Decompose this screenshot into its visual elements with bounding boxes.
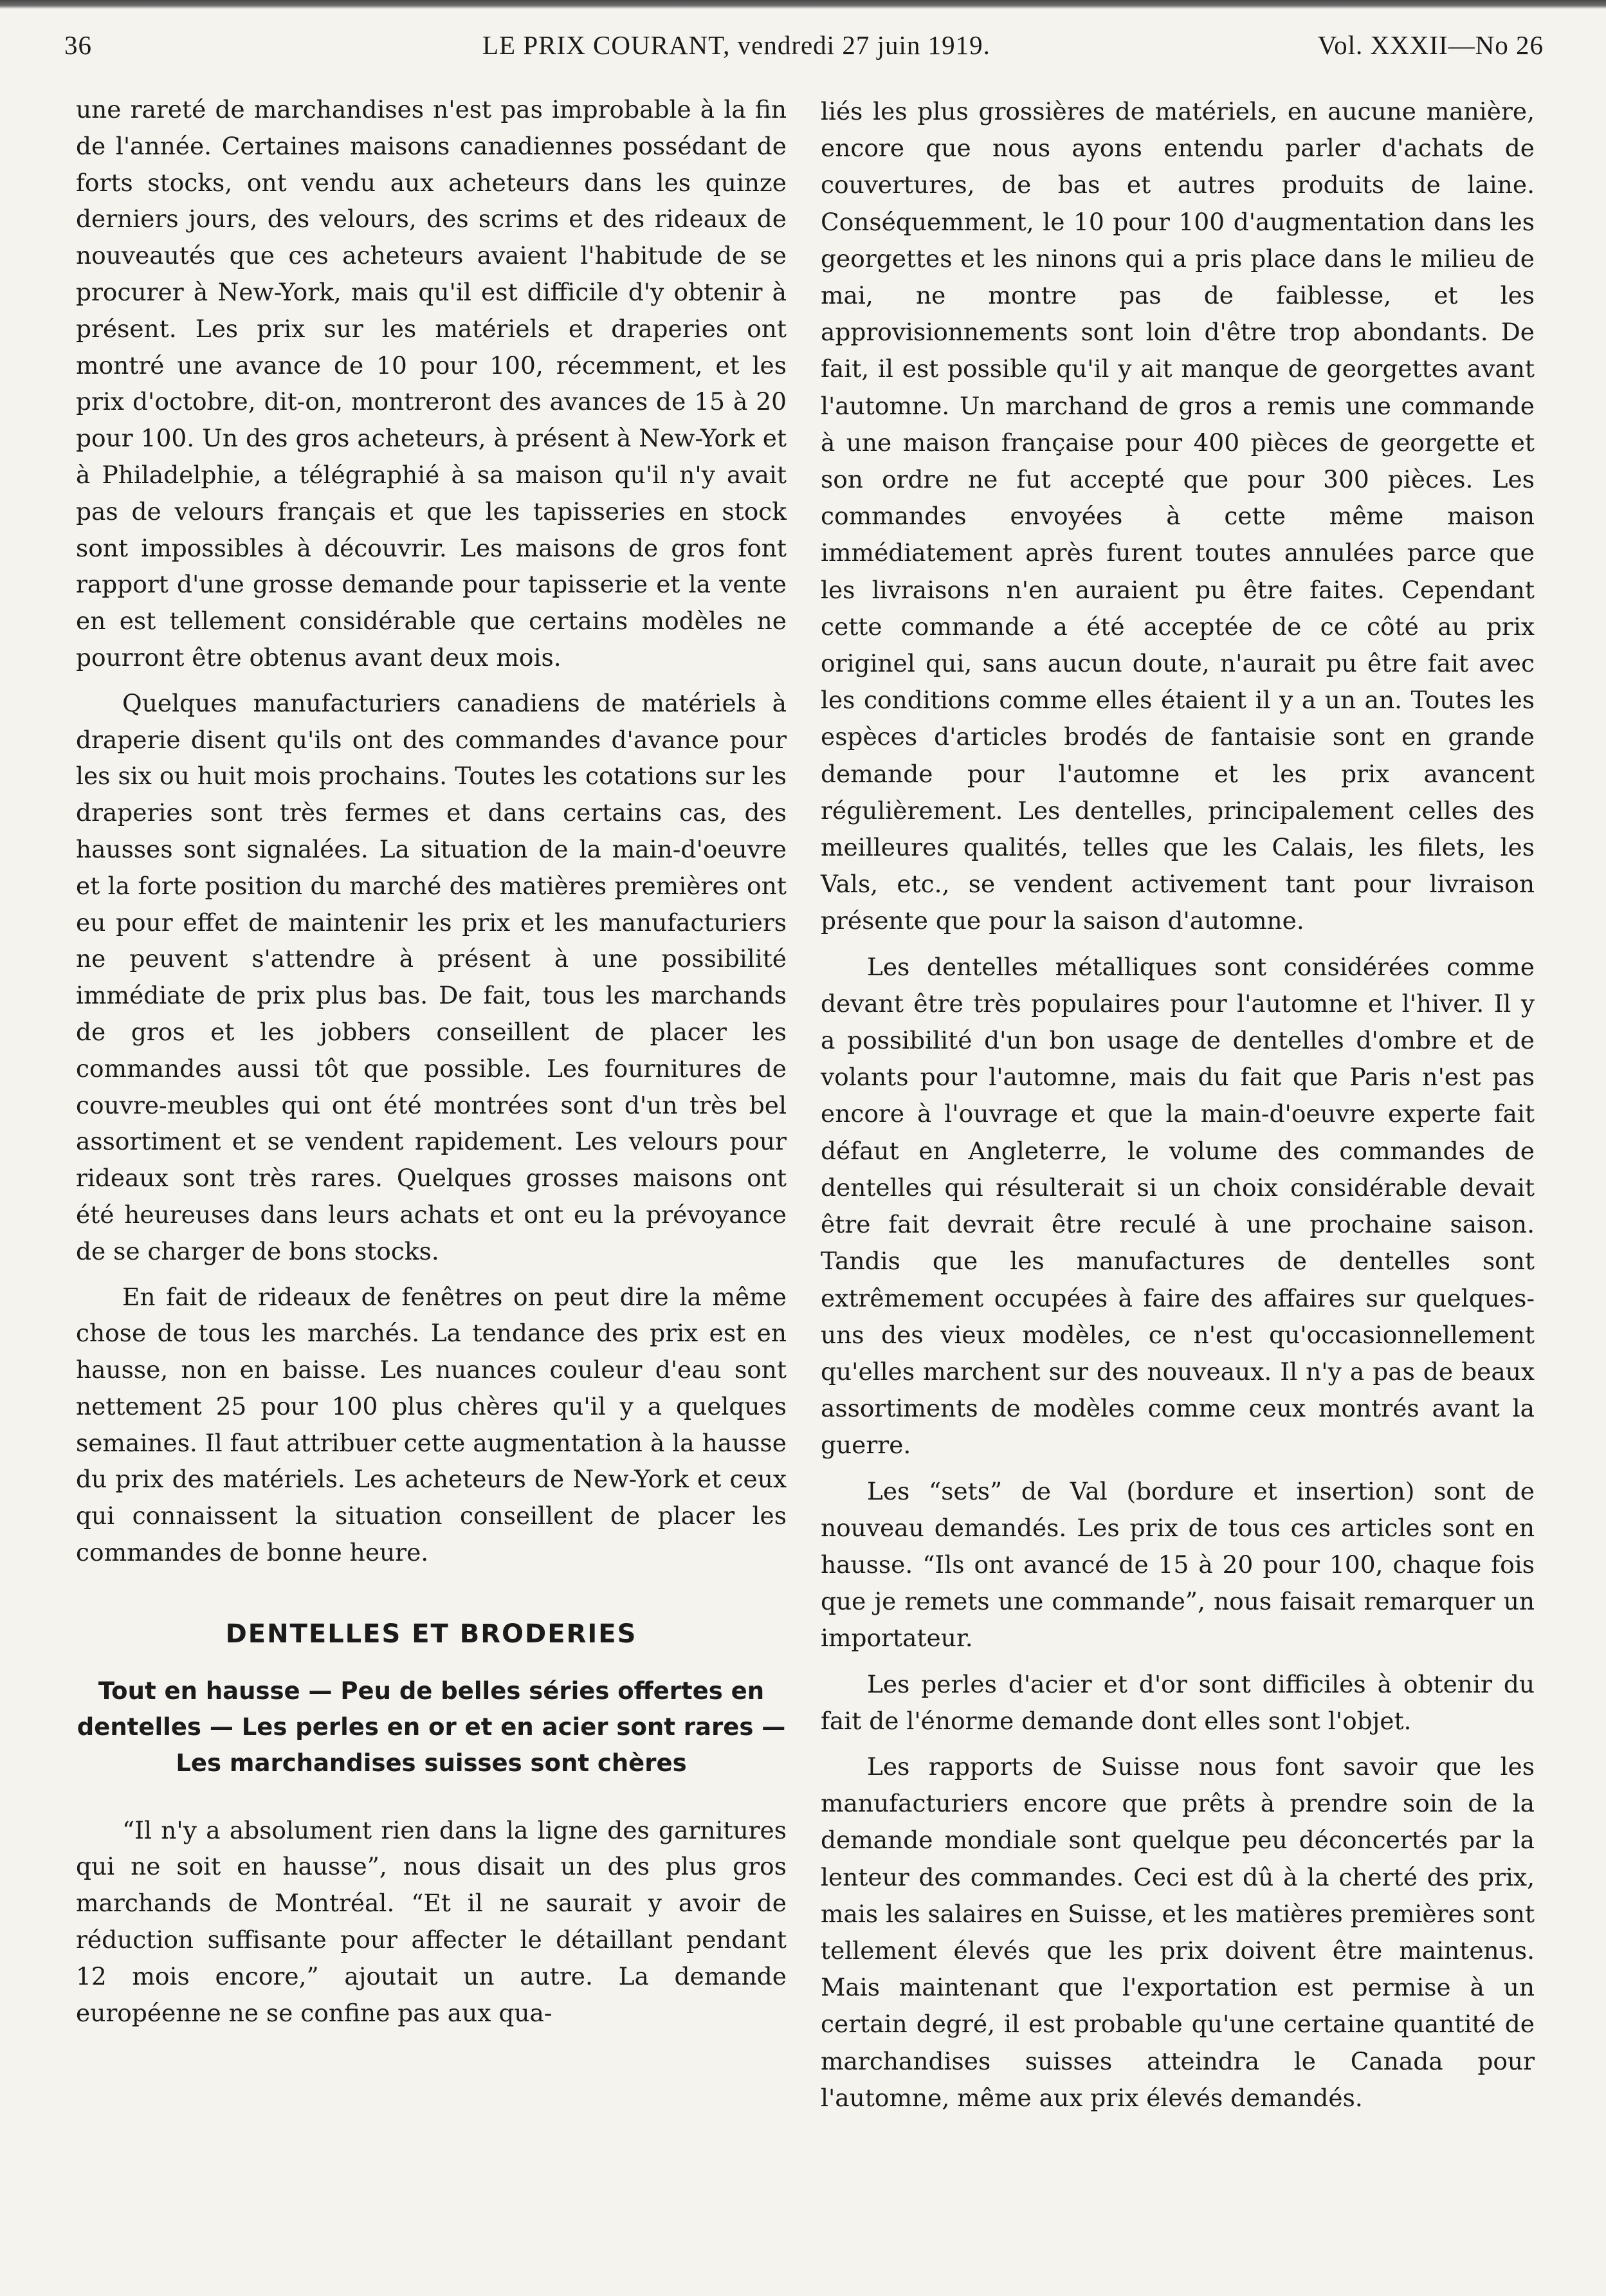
left-column	[76, 91, 787, 2031]
section-subheading: Tout en hausse — Peu de belles séries offertes en dentelles — Les perles en or et en acier sont rares — Les marchandises suisses sont chères	[77, 1676, 786, 1777]
page-number: 36	[64, 30, 92, 60]
paragraph: liés les plus grossières de matériels, en aucune manière, encore que nous ayons entendu parler d'achats de couvertures, de bas et autres produits de laine. Conséquemment, le 10 pour 100 d'augmentation dans les georgettes et les ninons qui a pris place dans le milieu de mai, ne montre pas de faiblesse, et les approvisionnements sont loin d'être trop abondants. De fait, il est possible qu'il y ait manque de georgettes avant l'automne. Un marchand de gros a remis une commande à une maison française pour 400 pièces de georgette et son ordre ne fut accepté que pour 300 pièces. Les commandes envoyées à cette même maison immédiatement après furent toutes annulées parce que les livraisons n'en auraient pu être faites. Cependant cette commande a été acceptée de ce côté au prix originel qui, sans aucun doute, n'aurait pu être fait avec les conditions comme elles étaient il y a un an. Toutes les espèces d'articles brodés de fantaisie sont en grande demande pour l'automne et les prix avancent régulièrement. Les dentelles, principalement celles des meilleures qualités, telles que les Calais, les filets, les Vals, etc., se vendent activement tant pour livraison présente que pour la saison d'automne.	[821, 97, 1535, 935]
right-column	[821, 93, 1535, 2117]
paragraph: Quelques manufacturiers canadiens de matériels à draperie disent qu'ils ont des commandes d'avance pour les six ou huit mois prochains. Toutes les cotations sur les draperies sont très fermes et dans certains cas, des hausses sont signalées. La situation de la main-d'oeuvre et la forte position du marché des matières premières ont eu pour effet de maintenir les prix et les manufacturiers ne peuvent s'attendre à présent à une possibilité immédiate de prix plus bas. De fait, tous les marchands de gros et les jobbers conseillent de placer les commandes aussi tôt que possible. Les fournitures de couvre-meubles qui ont été montrées sont d'un très bel assortiment et se vendent rapidement. Les velours pour rideaux sont très rares. Quelques grosses maisons ont été heureuses dans leurs achats et ont eu la prévoyance de se charger de bons stocks.	[76, 688, 787, 1265]
paragraph: Les perles d'acier et d'or sont difficiles à obtenir du fait de l'énorme demande dont elles sont l'objet.	[821, 1669, 1535, 1735]
running-header	[64, 23, 1544, 68]
paragraph: Les rapports de Suisse nous font savoir que les manufacturiers encore que prêts à prendre soin de la demande mondiale sont quelque peu déconcertés par la lenteur des commandes. Ceci est dû à la cherté des prix, mais les salaires en Suisse, et les matières premières sont tellement élevés que les prix doivent être maintenus. Mais maintenant que l'exportation est permise à un certain degré, il est probable qu'une certaine quantité de marchandises suisses atteindra le Canada pour l'automne, même aux prix élevés demandés.	[821, 1752, 1535, 2112]
paragraph: Les dentelles métalliques sont considérées comme devant être très populaires pour l'automne et l'hiver. Il y a possibilité d'un bon usage de dentelles d'ombre et de volants pour l'automne, mais du fait que Paris n'est pas encore à l'ouvrage et que la main-d'oeuvre experte fait défaut en Angleterre, le volume des commandes de dentelles qui résulterait si un choix considérable devait être fait devrait être reculé à une prochaine saison. Tandis que les manufactures de dentelles sont extrêmement occupées à faire des affaires sur quelques-uns des vieux modèles, ce n'est qu'occasionnellement qu'elles marchent sur des nouveaux. Il n'y a pas de beaux assortiments de modèles comme ceux montrés avant la guerre.	[821, 952, 1535, 1460]
paragraph: En fait de rideaux de fenêtres on peut dire la même chose de tous les marchés. La tendance des prix est en hausse, non en baisse. Les nuances couleur d'eau sont nettement 25 pour 100 plus chères qu'il y a quelques semaines. Il faut attribuer cette augmentation à la hausse du prix des matériels. Les acheteurs de New-York et ceux qui connaissent la situation conseillent de placer les commandes de bonne heure.	[76, 1282, 787, 1567]
volume-issue: Vol. XXXII—No 26	[1317, 30, 1544, 60]
page-top-rule	[0, 0, 1606, 9]
running-title: LE PRIX COURANT, vendredi 27 juin 1919.	[482, 30, 990, 60]
section-title: DENTELLES ET BRODERIES	[225, 1619, 637, 1649]
paragraph: “Il n'y a absolument rien dans la ligne des garnitures qui ne soit en hausse”, nous disait un des plus gros marchands de Montréal. “Et il ne saurait y avoir de réduction suffisante pour affecter le détaillant pendant 12 mois encore,” ajoutait un autre. La demande européenne ne se confine pas aux qua-	[76, 1815, 787, 2027]
paragraph: Les “sets” de Val (bordure et insertion) sont de nouveau demandés. Les prix de tous ces articles sont en hausse. “Ils ont avancé de 15 à 20 pour 100, chaque fois que je remets une commande”, nous faisait remarquer un importateur.	[821, 1476, 1535, 1653]
paragraph: une rareté de marchandises n'est pas improbable à la fin de l'année. Certaines maisons canadiennes possédant de forts stocks, ont vendu aux acheteurs dans les quinze derniers jours, des velours, des scrims et des rideaux de nouveautés que ces acheteurs avaient l'habitude de se procurer à New-York, mais qu'il est difficile d'y obtenir à présent. Les prix sur les matériels et draperies ont montré une avance de 10 pour 100, récemment, et les prix d'octobre, dit-on, montreront des avances de 15 à 20 pour 100. Un des gros acheteurs, à présent à New-York et à Philadelphie, a télégraphié à sa maison qu'il n'y avait pas de velours français et que les tapisseries en stock sont impossibles à découvrir. Les maisons de gros font rapport d'une grosse demande pour tapisserie et la vente en est tellement considérable que certains modèles ne pourront être obtenus avant deux mois.	[76, 95, 787, 672]
